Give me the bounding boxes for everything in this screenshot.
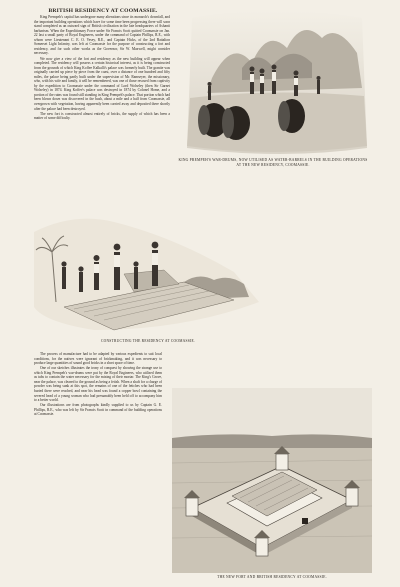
article-paragraph: The new fort is constructed almost entirely of bricks, the supply of which has been a matter of some difficulty. xyxy=(34,111,170,121)
war-drums-caption: KING PREMPEH'S WAR-DRUMS, NOW UTILISED AS WATER-BARRELS IN THE BUILDING OPERATIONS AT THE NEW RESIDENCY, COOMASSIE. xyxy=(178,158,368,167)
war-drums-illustration xyxy=(172,8,372,158)
article-column-top xyxy=(34,15,170,121)
article-paragraph: We now give a view of the fort and residency as the new building will appear when completed. The residency will possess a certain historical interest, as it is being constructed from the grounds of which King Koffee Kalkalli's palace was formerly built. The granite was originally carried up piece by piece from the coast, over a distance of one hundred and fifty miles, the palace being partly built under the supervision of Mr. Ramseyer, the missionary, who, with his wife and family, it will be remembered, was one of those rescued from captivity by the expedition to Coomassie under the command of Lord Wolseley (then Sir Garnet Wolseley) in 1874. King Koffee's palace was destroyed in 1874 by Colonel Home, and a portion of the ruins was found still standing in King Prempeh's palace. That portion which had been blown down was discovered in the bush, about a mile and a half from Coomassie, all overgrown with vegetation, having apparently been carried away and deposited there shortly after the palace had been destroyed. xyxy=(34,56,170,111)
article-headline: BRITISH RESIDENCY AT COOMASSIE. xyxy=(48,8,158,14)
article-paragraph: Our illustrations are from photographs kindly supplied to us by Captain G. E. Phillips, R.E., who was left by Sir Francis Scott in command of the building operations at Coomassie. xyxy=(34,403,162,417)
fort-illustration xyxy=(172,388,372,573)
article-column-bottom xyxy=(34,352,162,417)
article-paragraph: The process of manufacture had to be adapted by various expedients to suit local conditions, for the natives were ignorant of brickmaking, and it was necessary to produce large quantities of sound good bricks in a short space of time. xyxy=(34,352,162,366)
fort-caption: THE NEW FORT AND BRITISH RESIDENCY AT COOMASSIE. xyxy=(217,575,327,579)
construction-illustration xyxy=(34,212,264,337)
article-paragraph: King Prempeh's capital has undergone many alterations since its monarch's downfall, and the important building operations which have for some time been progressing there will soon stand completed as an outward sign of British civilisation in the late headquarters of Ashanti barbarism. When the Expeditionary Force under Sir Francis Scott quitted Coomassie on Jan. 22 last a small party of Royal Engineers, under the command of Captain Phillips, R.E., with whom were Lieutenant C. E. O. Vesey, R.E., and Captain Hicks, of the 2nd Battalion Somerset Light Infantry, was left at Coomassie for the purpose of constructing a fort and residency, and for such other works as the Governor, Sir W. Maxwell, might consider necessary. xyxy=(34,15,170,56)
article-paragraph: One of our sketches illustrates the irony of conquest by showing the strange use to which King Prempeh's war-drums were put by the Royal Engineers, who utilised them as tubs to contain the water necessary for the mixing of their mortar. The King's Grove, near the palace, was cleared to the ground as being a fetish. When a shaft for a charge of powder was being sunk at this spot, the remains of one of the fetiches who had been buried there were reached, and near his head was found a copper bowl containing the severed head of a young woman who had presumably been held off to accompany him to a better world. xyxy=(34,366,162,403)
construction-caption: CONSTRUCTING THE RESIDENCY AT COOMASSIE. xyxy=(100,339,196,343)
